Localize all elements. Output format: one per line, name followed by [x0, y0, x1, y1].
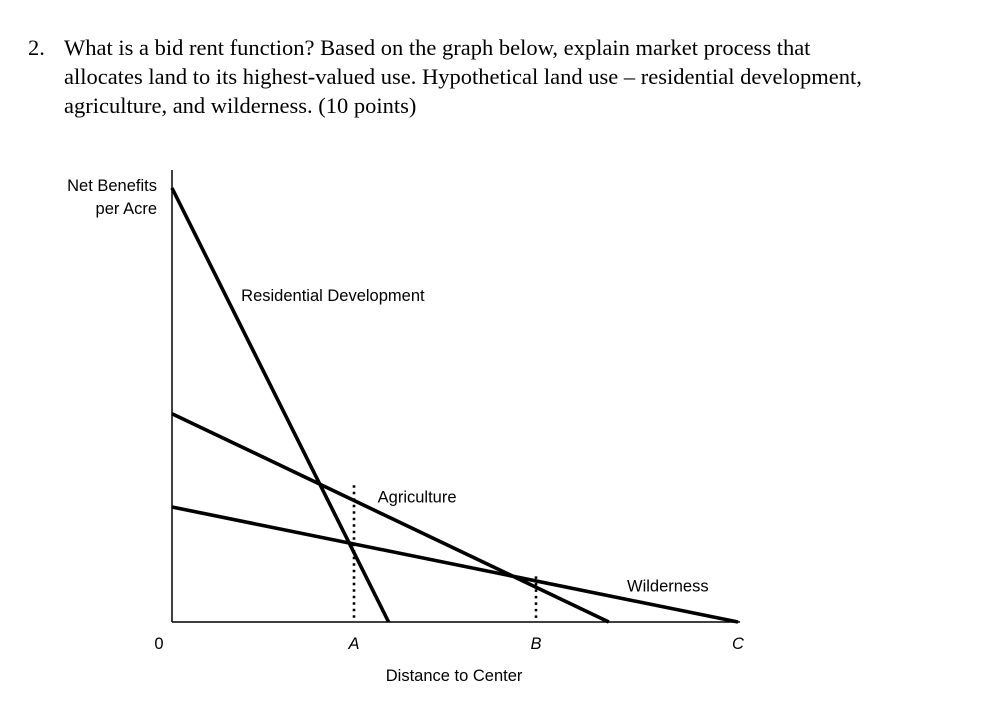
series-line-wilderness: [172, 507, 738, 622]
series-line-residential-development: [172, 188, 389, 622]
question-line-2: allocates land to its highest-valued use. Hypothetical land use – residential development,: [64, 64, 862, 89]
series-label-agriculture: Agriculture: [377, 488, 457, 507]
question-number: 2.: [28, 35, 45, 60]
series-label-wilderness: Wilderness: [627, 577, 709, 596]
y-axis-label-line-2: per Acre: [95, 200, 157, 218]
x-tick-label-c: C: [732, 635, 744, 653]
series-label-residential-development: Residential Development: [241, 286, 425, 305]
question-line-1: What is a bid rent function? Based on the graph below, explain market process that: [64, 35, 811, 60]
x-tick-label-a: A: [348, 635, 360, 653]
series-line-agriculture: [172, 414, 609, 622]
question-line-3: agriculture, and wilderness. (10 points): [64, 93, 417, 118]
x-tick-label-b: B: [530, 635, 542, 653]
y-axis-label-line-1: Net Benefits: [67, 177, 157, 195]
x-tick-label-0: 0: [154, 635, 164, 653]
x-axis-label: Distance to Center: [385, 667, 523, 685]
